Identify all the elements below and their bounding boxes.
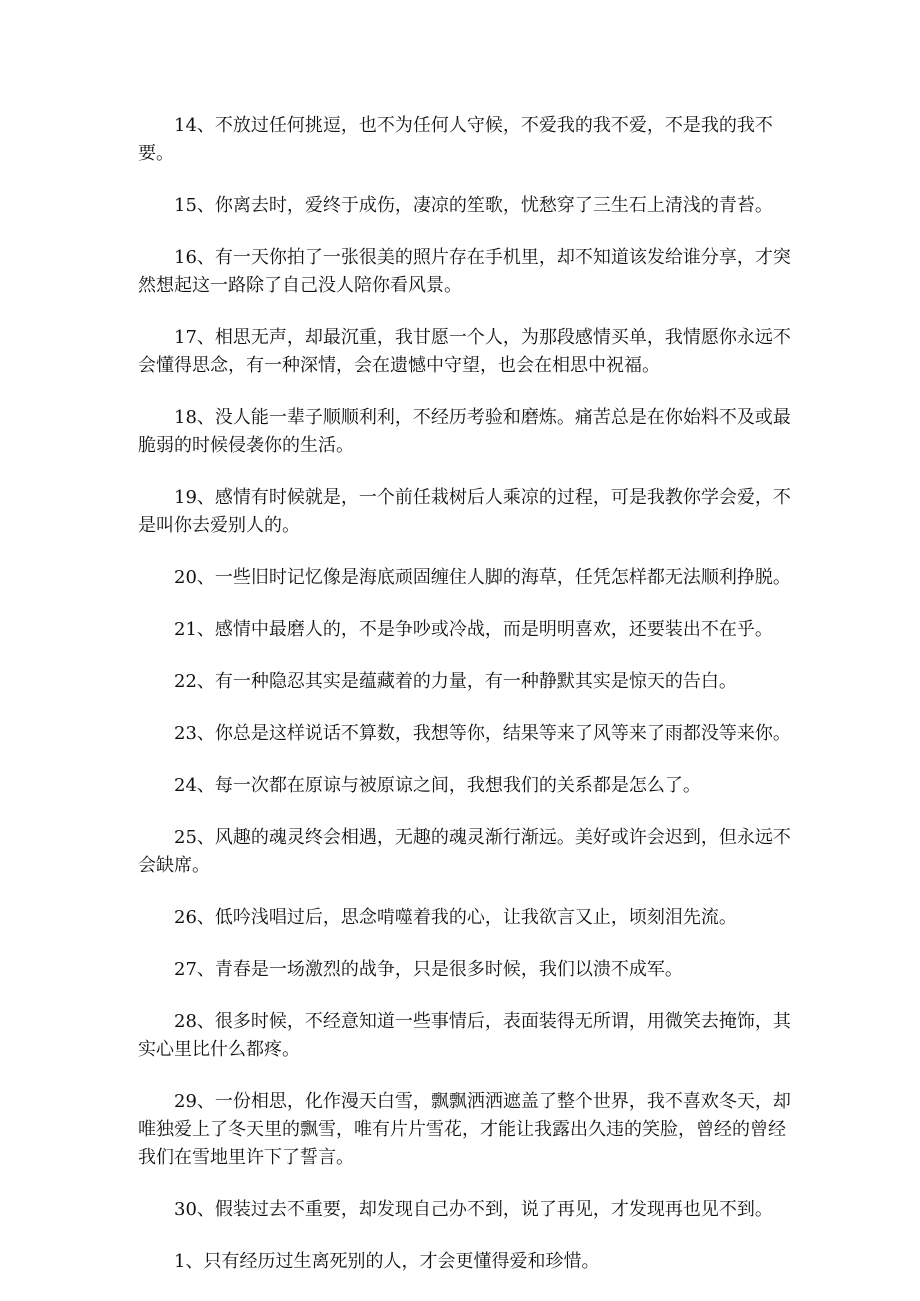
paragraph-16: 16、有一天你拍了一张很美的照片存在手机里，却不知道该发给谁分享，才突然想起这一路除了自己没人陪你看风景。 <box>138 247 791 296</box>
paragraph-17: 17、相思无声，却最沉重，我甘愿一个人，为那段感情买单，我情愿你永远不会懂得思念，有一种深情，会在遗憾中守望，也会在相思中祝福。 <box>138 327 791 376</box>
paragraph-18: 18、没人能一辈子顺顺利利，不经历考验和磨炼。痛苦总是在你始料不及或最脆弱的时候侵袭你的生活。 <box>138 407 791 456</box>
paragraph-24: 24、每一次都在原谅与被原谅之间，我想我们的关系都是怎么了。 <box>174 775 701 796</box>
paragraph-27: 27、青春是一场激烈的战争，只是很多时候，我们以溃不成军。 <box>174 959 683 980</box>
paragraph-25: 25、风趣的魂灵终会相遇，无趣的魂灵渐行渐远。美好或许会迟到，但永远不会缺席。 <box>138 827 791 876</box>
paragraph-29: 29、一份相思，化作漫天白雪，飘飘洒洒遮盖了整个世界，我不喜欢冬天，却唯独爱上了冬天里的飘雪，唯有片片雪花，才能让我露出久违的笑脸，曾经的曾经我们在雪地里许下了誓言。 <box>138 1091 791 1168</box>
paragraph-19: 19、感情有时候就是，一个前任栽树后人乘凉的过程，可是我教你学会爱，不是叫你去爱别人的。 <box>138 487 791 536</box>
paragraph-28: 28、很多时候，不经意知道一些事情后，表面装得无所谓，用微笑去掩饰，其实心里比什么都疼。 <box>138 1011 791 1060</box>
paragraph-15: 15、你离去时，爱终于成伤，凄凉的笙歌，忧愁穿了三生石上清浅的青苔。 <box>174 195 773 216</box>
paragraph-22: 22、有一种隐忍其实是蕴藏着的力量，有一种静默其实是惊天的告白。 <box>174 671 737 692</box>
paragraph-1: 1、只有经历过生离死别的人，才会更懂得爱和珍惜。 <box>174 1251 600 1272</box>
paragraph-20: 20、一些旧时记忆像是海底顽固缠住人脚的海草，任凭怎样都无法顺利挣脱。 <box>174 567 791 588</box>
paragraph-21: 21、感情中最磨人的，不是争吵或冷战，而是明明喜欢，还要装出不在乎。 <box>174 619 773 640</box>
paragraph-23: 23、你总是这样说话不算数，我想等你，结果等来了风等来了雨都没等来你。 <box>174 723 791 744</box>
paragraph-26: 26、低吟浅唱过后，思念啃噬着我的心，让我欲言又止，顷刻泪先流。 <box>174 907 737 928</box>
paragraph-14: 14、不放过任何挑逗，也不为任何人守候，不爱我的我不爱，不是我的我不要。 <box>138 115 773 164</box>
paragraph-30: 30、假装过去不重要，却发现自己办不到，说了再见，才发现再也见不到。 <box>174 1199 773 1220</box>
document-body <box>138 112 802 1300</box>
